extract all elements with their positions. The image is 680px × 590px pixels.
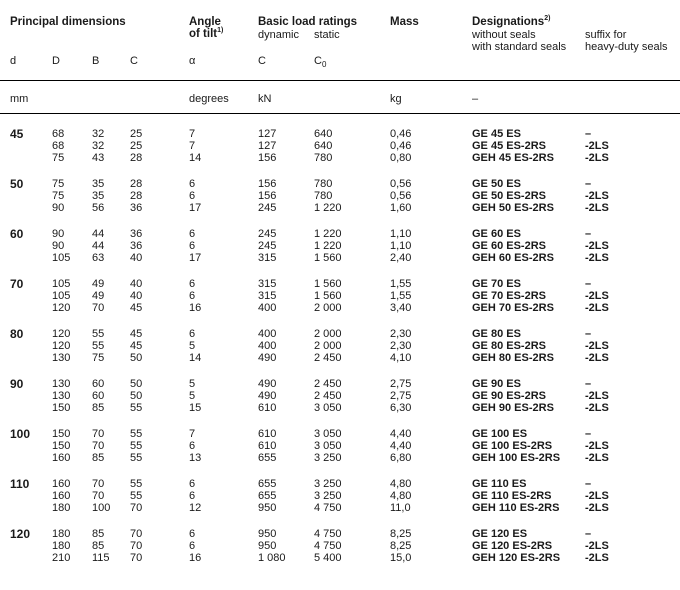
- dynamic-load: 950: [258, 502, 277, 514]
- bore-diameter: 60: [10, 227, 24, 241]
- static-load: 3 050: [314, 402, 342, 414]
- mass: 2,30: [390, 340, 412, 352]
- tilt-angle: 6: [189, 528, 196, 540]
- bore-diameter: 90: [10, 377, 24, 391]
- width-b: 44: [92, 240, 105, 252]
- width-b: 70: [92, 478, 105, 490]
- dynamic-load: 950: [258, 540, 277, 552]
- static-load: 3 050: [314, 440, 342, 452]
- width-c: 36: [130, 202, 143, 214]
- bore-diameter: 45: [10, 127, 24, 141]
- width-b: 60: [92, 390, 105, 402]
- bore-diameter: 100: [10, 427, 31, 441]
- tilt-angle: 7: [189, 128, 196, 140]
- symbol-alpha: α: [189, 55, 196, 67]
- mass: 6,30: [390, 402, 412, 414]
- symbol-B: B: [92, 55, 100, 67]
- width-c: 25: [130, 128, 143, 140]
- symbol-d: d: [10, 55, 17, 67]
- dynamic-load: 1 080: [258, 552, 286, 564]
- designations-footnote-mark: 2): [544, 15, 551, 23]
- seal-suffix: –: [585, 528, 592, 540]
- width-c: 50: [130, 378, 143, 390]
- outer-diameter: 210: [52, 552, 71, 564]
- outer-diameter: 150: [52, 428, 71, 440]
- dynamic-load: 156: [258, 190, 277, 202]
- static-load: 3 250: [314, 478, 342, 490]
- tilt-angle: 15: [189, 402, 202, 414]
- static-load: 2 450: [314, 390, 342, 402]
- outer-diameter: 105: [52, 278, 71, 290]
- dynamic-load: 490: [258, 390, 277, 402]
- symbol-static-c-sub: 0: [321, 60, 327, 70]
- static-load: 1 560: [314, 252, 342, 264]
- header-rule-bottom: [0, 113, 680, 114]
- width-b: 49: [92, 278, 105, 290]
- seal-suffix: -2LS: [585, 402, 609, 414]
- seal-suffix: -2LS: [585, 390, 609, 402]
- mass: 1,55: [390, 278, 412, 290]
- width-b: 75: [92, 352, 105, 364]
- seal-suffix: -2LS: [585, 502, 609, 514]
- width-c: 45: [130, 302, 143, 314]
- outer-diameter: 160: [52, 490, 71, 502]
- width-b: 115: [92, 552, 110, 564]
- designation: GE 110 ES: [472, 478, 527, 490]
- dynamic-load: 490: [258, 378, 277, 390]
- width-b: 70: [92, 302, 105, 314]
- without-seals-label: without seals: [472, 29, 536, 41]
- outer-diameter: 130: [52, 378, 71, 390]
- angle-heading-text: Angle: [189, 16, 221, 28]
- static-load: 4 750: [314, 528, 342, 540]
- unit-degrees: degrees: [189, 93, 229, 105]
- static-load: 3 250: [314, 490, 342, 502]
- seal-suffix: -2LS: [585, 302, 609, 314]
- load-dynamic-label: dynamic: [258, 29, 299, 41]
- mass: 8,25: [390, 528, 412, 540]
- width-b: 35: [92, 190, 105, 202]
- suffix-label-2: heavy-duty seals: [585, 41, 668, 53]
- designation: GEH 90 ES-2RS: [472, 402, 554, 414]
- seal-suffix: -2LS: [585, 490, 609, 502]
- designation: GEH 80 ES-2RS: [472, 352, 554, 364]
- static-load: 2 000: [314, 302, 342, 314]
- width-b: 60: [92, 378, 105, 390]
- mass: 0,56: [390, 190, 412, 202]
- mass: 1,55: [390, 290, 412, 302]
- tilt-angle: 6: [189, 240, 196, 252]
- mass: 6,80: [390, 452, 412, 464]
- seal-suffix: –: [585, 178, 592, 190]
- tilt-angle: 6: [189, 228, 196, 240]
- mass: 15,0: [390, 552, 412, 564]
- seal-suffix: -2LS: [585, 352, 609, 364]
- width-c: 25: [130, 140, 143, 152]
- static-load: 780: [314, 178, 333, 190]
- mass: 0,80: [390, 152, 412, 164]
- outer-diameter: 120: [52, 302, 71, 314]
- width-b: 100: [92, 502, 111, 514]
- width-b: 56: [92, 202, 105, 214]
- width-c: 70: [130, 528, 143, 540]
- designation: GE 60 ES-2RS: [472, 240, 546, 252]
- tilt-angle: 7: [189, 428, 196, 440]
- outer-diameter: 90: [52, 228, 65, 240]
- angle-heading-text-2: of tilt: [189, 28, 218, 40]
- designation: GE 45 ES-2RS: [472, 140, 546, 152]
- symbol-dynamic-c: C: [258, 55, 266, 67]
- symbol-D: D: [52, 55, 60, 67]
- tilt-angle: 6: [189, 540, 196, 552]
- width-c: 70: [130, 552, 143, 564]
- load-static-label: static: [314, 29, 340, 41]
- mass: 2,75: [390, 390, 412, 402]
- designation: GE 50 ES: [472, 178, 521, 190]
- designation: GE 110 ES-2RS: [472, 490, 552, 502]
- mass: 3,40: [390, 302, 412, 314]
- outer-diameter: 90: [52, 202, 65, 214]
- tilt-angle: 5: [189, 340, 196, 352]
- width-c: 55: [130, 402, 143, 414]
- mass: 1,10: [390, 240, 412, 252]
- width-b: 32: [92, 128, 105, 140]
- unit-kn: kN: [258, 93, 272, 105]
- seal-suffix: -2LS: [585, 202, 609, 214]
- seal-suffix: -2LS: [585, 190, 609, 202]
- seal-suffix: -2LS: [585, 290, 609, 302]
- seal-suffix: –: [585, 478, 592, 490]
- tilt-angle: 5: [189, 378, 196, 390]
- outer-diameter: 160: [52, 478, 71, 490]
- seal-suffix: –: [585, 278, 592, 290]
- width-c: 28: [130, 178, 143, 190]
- angle-heading-2: [189, 28, 223, 40]
- static-load: 1 560: [314, 290, 342, 302]
- mass: 4,80: [390, 478, 412, 490]
- designation: GEH 110 ES-2RS: [472, 502, 560, 514]
- tilt-angle: 6: [189, 478, 196, 490]
- tilt-angle: 14: [189, 152, 202, 164]
- dynamic-load: 400: [258, 340, 277, 352]
- width-c: 36: [130, 228, 143, 240]
- mass: 11,0: [390, 502, 411, 514]
- tilt-angle: 6: [189, 290, 196, 302]
- seal-suffix: –: [585, 428, 592, 440]
- dynamic-load: 315: [258, 290, 277, 302]
- designation: GE 120 ES: [472, 528, 528, 540]
- unit-dash: –: [472, 93, 479, 105]
- width-b: 55: [92, 340, 105, 352]
- outer-diameter: 75: [52, 178, 65, 190]
- designation: GEH 45 ES-2RS: [472, 152, 554, 164]
- seal-suffix: -2LS: [585, 240, 609, 252]
- static-load: 3 250: [314, 452, 342, 464]
- width-c: 28: [130, 190, 143, 202]
- dynamic-load: 610: [258, 402, 277, 414]
- dynamic-load: 400: [258, 302, 277, 314]
- seal-suffix: -2LS: [585, 552, 609, 564]
- outer-diameter: 180: [52, 528, 71, 540]
- mass: 8,25: [390, 540, 412, 552]
- width-b: 70: [92, 428, 105, 440]
- seal-suffix: -2LS: [585, 440, 609, 452]
- outer-diameter: 130: [52, 390, 71, 402]
- outer-diameter: 120: [52, 328, 71, 340]
- seal-suffix: -2LS: [585, 152, 609, 164]
- width-c: 40: [130, 278, 143, 290]
- bore-diameter: 80: [10, 327, 24, 341]
- tilt-angle: 14: [189, 352, 202, 364]
- mass-heading: Mass: [390, 16, 419, 28]
- outer-diameter: 75: [52, 152, 65, 164]
- tilt-angle: 6: [189, 190, 196, 202]
- width-c: 40: [130, 290, 143, 302]
- tilt-angle: 5: [189, 390, 196, 402]
- tilt-angle: 6: [189, 440, 196, 452]
- dynamic-load: 400: [258, 328, 277, 340]
- bore-diameter: 70: [10, 277, 24, 291]
- width-c: 50: [130, 352, 143, 364]
- designation: GE 120 ES-2RS: [472, 540, 553, 552]
- outer-diameter: 150: [52, 402, 71, 414]
- outer-diameter: 150: [52, 440, 71, 452]
- width-b: 32: [92, 140, 105, 152]
- tilt-angle: 16: [189, 552, 202, 564]
- static-load: 2 450: [314, 352, 342, 364]
- dynamic-load: 610: [258, 440, 277, 452]
- designation: GEH 50 ES-2RS: [472, 202, 554, 214]
- width-b: 85: [92, 452, 105, 464]
- static-load: 1 220: [314, 228, 342, 240]
- seal-suffix: –: [585, 378, 592, 390]
- mass: 2,75: [390, 378, 412, 390]
- with-seals-label: with standard seals: [472, 41, 567, 53]
- width-c: 70: [130, 540, 143, 552]
- tilt-angle: 6: [189, 178, 196, 190]
- unit-kg: kg: [390, 93, 402, 105]
- width-b: 85: [92, 402, 105, 414]
- static-load: 2 450: [314, 378, 342, 390]
- outer-diameter: 180: [52, 540, 71, 552]
- static-load: 1 220: [314, 240, 342, 252]
- mass: 4,10: [390, 352, 412, 364]
- designation: GEH 60 ES-2RS: [472, 252, 554, 264]
- mass: 4,80: [390, 490, 412, 502]
- designation: GE 70 ES-2RS: [472, 290, 546, 302]
- seal-suffix: -2LS: [585, 252, 609, 264]
- load-ratings-heading: Basic load ratings: [258, 16, 358, 28]
- outer-diameter: 75: [52, 190, 65, 202]
- width-b: 70: [92, 440, 105, 452]
- static-load: 2 000: [314, 340, 342, 352]
- width-c: 70: [130, 502, 143, 514]
- seal-suffix: -2LS: [585, 340, 609, 352]
- principal-dimensions-heading: Principal dimensions: [10, 16, 126, 28]
- seal-suffix: –: [585, 128, 592, 140]
- static-load: 1 220: [314, 202, 342, 214]
- symbol-static-c: [314, 55, 327, 70]
- dynamic-load: 245: [258, 202, 277, 214]
- static-load: 780: [314, 152, 333, 164]
- dynamic-load: 655: [258, 478, 277, 490]
- unit-mm: mm: [10, 93, 29, 105]
- tilt-angle: 6: [189, 490, 196, 502]
- dynamic-load: 950: [258, 528, 277, 540]
- tilt-angle: 6: [189, 278, 196, 290]
- static-load: 4 750: [314, 502, 342, 514]
- designations-heading: [472, 16, 550, 28]
- dynamic-load: 156: [258, 152, 277, 164]
- static-load: 640: [314, 140, 333, 152]
- seal-suffix: –: [585, 328, 592, 340]
- outer-diameter: 160: [52, 452, 71, 464]
- outer-diameter: 90: [52, 240, 65, 252]
- static-load: 3 050: [314, 428, 342, 440]
- width-c: 28: [130, 152, 143, 164]
- dynamic-load: 156: [258, 178, 277, 190]
- designation: GE 90 ES: [472, 378, 521, 390]
- mass: 1,10: [390, 228, 412, 240]
- tilt-angle: 12: [189, 502, 202, 514]
- designation: GE 70 ES: [472, 278, 521, 290]
- tilt-angle: 7: [189, 140, 196, 152]
- header-rule-top: [0, 80, 680, 81]
- suffix-label-1: suffix for: [585, 29, 627, 41]
- width-b: 63: [92, 252, 105, 264]
- outer-diameter: 68: [52, 140, 65, 152]
- width-c: 55: [130, 452, 143, 464]
- static-load: 780: [314, 190, 333, 202]
- symbol-static-c-text: C: [314, 55, 322, 67]
- tilt-angle: 16: [189, 302, 202, 314]
- width-c: 40: [130, 252, 143, 264]
- dynamic-load: 315: [258, 252, 277, 264]
- designation: GE 100 ES-2RS: [472, 440, 553, 452]
- mass: 0,56: [390, 178, 412, 190]
- designation: GE 50 ES-2RS: [472, 190, 546, 202]
- width-b: 49: [92, 290, 105, 302]
- mass: 0,46: [390, 128, 412, 140]
- dynamic-load: 315: [258, 278, 277, 290]
- static-load: 4 750: [314, 540, 342, 552]
- width-b: 43: [92, 152, 105, 164]
- width-c: 55: [130, 428, 143, 440]
- designation: GE 45 ES: [472, 128, 521, 140]
- outer-diameter: 68: [52, 128, 65, 140]
- angle-footnote-mark: 1): [217, 27, 224, 35]
- dynamic-load: 655: [258, 490, 277, 502]
- mass: 1,60: [390, 202, 412, 214]
- static-load: 640: [314, 128, 333, 140]
- designation: GE 80 ES-2RS: [472, 340, 546, 352]
- tilt-angle: 17: [189, 202, 202, 214]
- width-b: 85: [92, 528, 105, 540]
- bore-diameter: 120: [10, 527, 31, 541]
- width-c: 50: [130, 390, 143, 402]
- designation: GEH 120 ES-2RS: [472, 552, 561, 564]
- mass: 2,40: [390, 252, 412, 264]
- width-b: 85: [92, 540, 105, 552]
- tilt-angle: 17: [189, 252, 202, 264]
- seal-suffix: -2LS: [585, 140, 609, 152]
- outer-diameter: 180: [52, 502, 71, 514]
- static-load: 5 400: [314, 552, 342, 564]
- dynamic-load: 610: [258, 428, 277, 440]
- bore-diameter: 110: [10, 477, 30, 491]
- designation: GE 60 ES: [472, 228, 521, 240]
- dynamic-load: 245: [258, 240, 277, 252]
- designation: GE 100 ES: [472, 428, 528, 440]
- width-c: 36: [130, 240, 143, 252]
- width-b: 70: [92, 490, 105, 502]
- bore-diameter: 50: [10, 177, 24, 191]
- dynamic-load: 127: [258, 140, 277, 152]
- designation: GEH 70 ES-2RS: [472, 302, 554, 314]
- static-load: 2 000: [314, 328, 342, 340]
- dynamic-load: 245: [258, 228, 277, 240]
- outer-diameter: 105: [52, 290, 71, 302]
- seal-suffix: –: [585, 228, 592, 240]
- dynamic-load: 127: [258, 128, 277, 140]
- outer-diameter: 105: [52, 252, 71, 264]
- dynamic-load: 490: [258, 352, 277, 364]
- outer-diameter: 130: [52, 352, 71, 364]
- designation: GE 90 ES-2RS: [472, 390, 546, 402]
- tilt-angle: 6: [189, 328, 196, 340]
- seal-suffix: -2LS: [585, 540, 609, 552]
- mass: 4,40: [390, 428, 412, 440]
- mass: 0,46: [390, 140, 412, 152]
- mass: 4,40: [390, 440, 412, 452]
- width-c: 55: [130, 440, 143, 452]
- width-c: 55: [130, 490, 143, 502]
- designations-heading-text: Designations: [472, 16, 545, 28]
- symbol-C: C: [130, 55, 138, 67]
- width-c: 45: [130, 328, 143, 340]
- designation: GEH 100 ES-2RS: [472, 452, 561, 464]
- width-b: 44: [92, 228, 105, 240]
- width-c: 45: [130, 340, 143, 352]
- width-b: 55: [92, 328, 105, 340]
- seal-suffix: -2LS: [585, 452, 609, 464]
- dynamic-load: 655: [258, 452, 277, 464]
- designation: GE 80 ES: [472, 328, 521, 340]
- mass: 2,30: [390, 328, 412, 340]
- static-load: 1 560: [314, 278, 342, 290]
- width-c: 55: [130, 478, 143, 490]
- tilt-angle: 13: [189, 452, 202, 464]
- width-b: 35: [92, 178, 105, 190]
- outer-diameter: 120: [52, 340, 71, 352]
